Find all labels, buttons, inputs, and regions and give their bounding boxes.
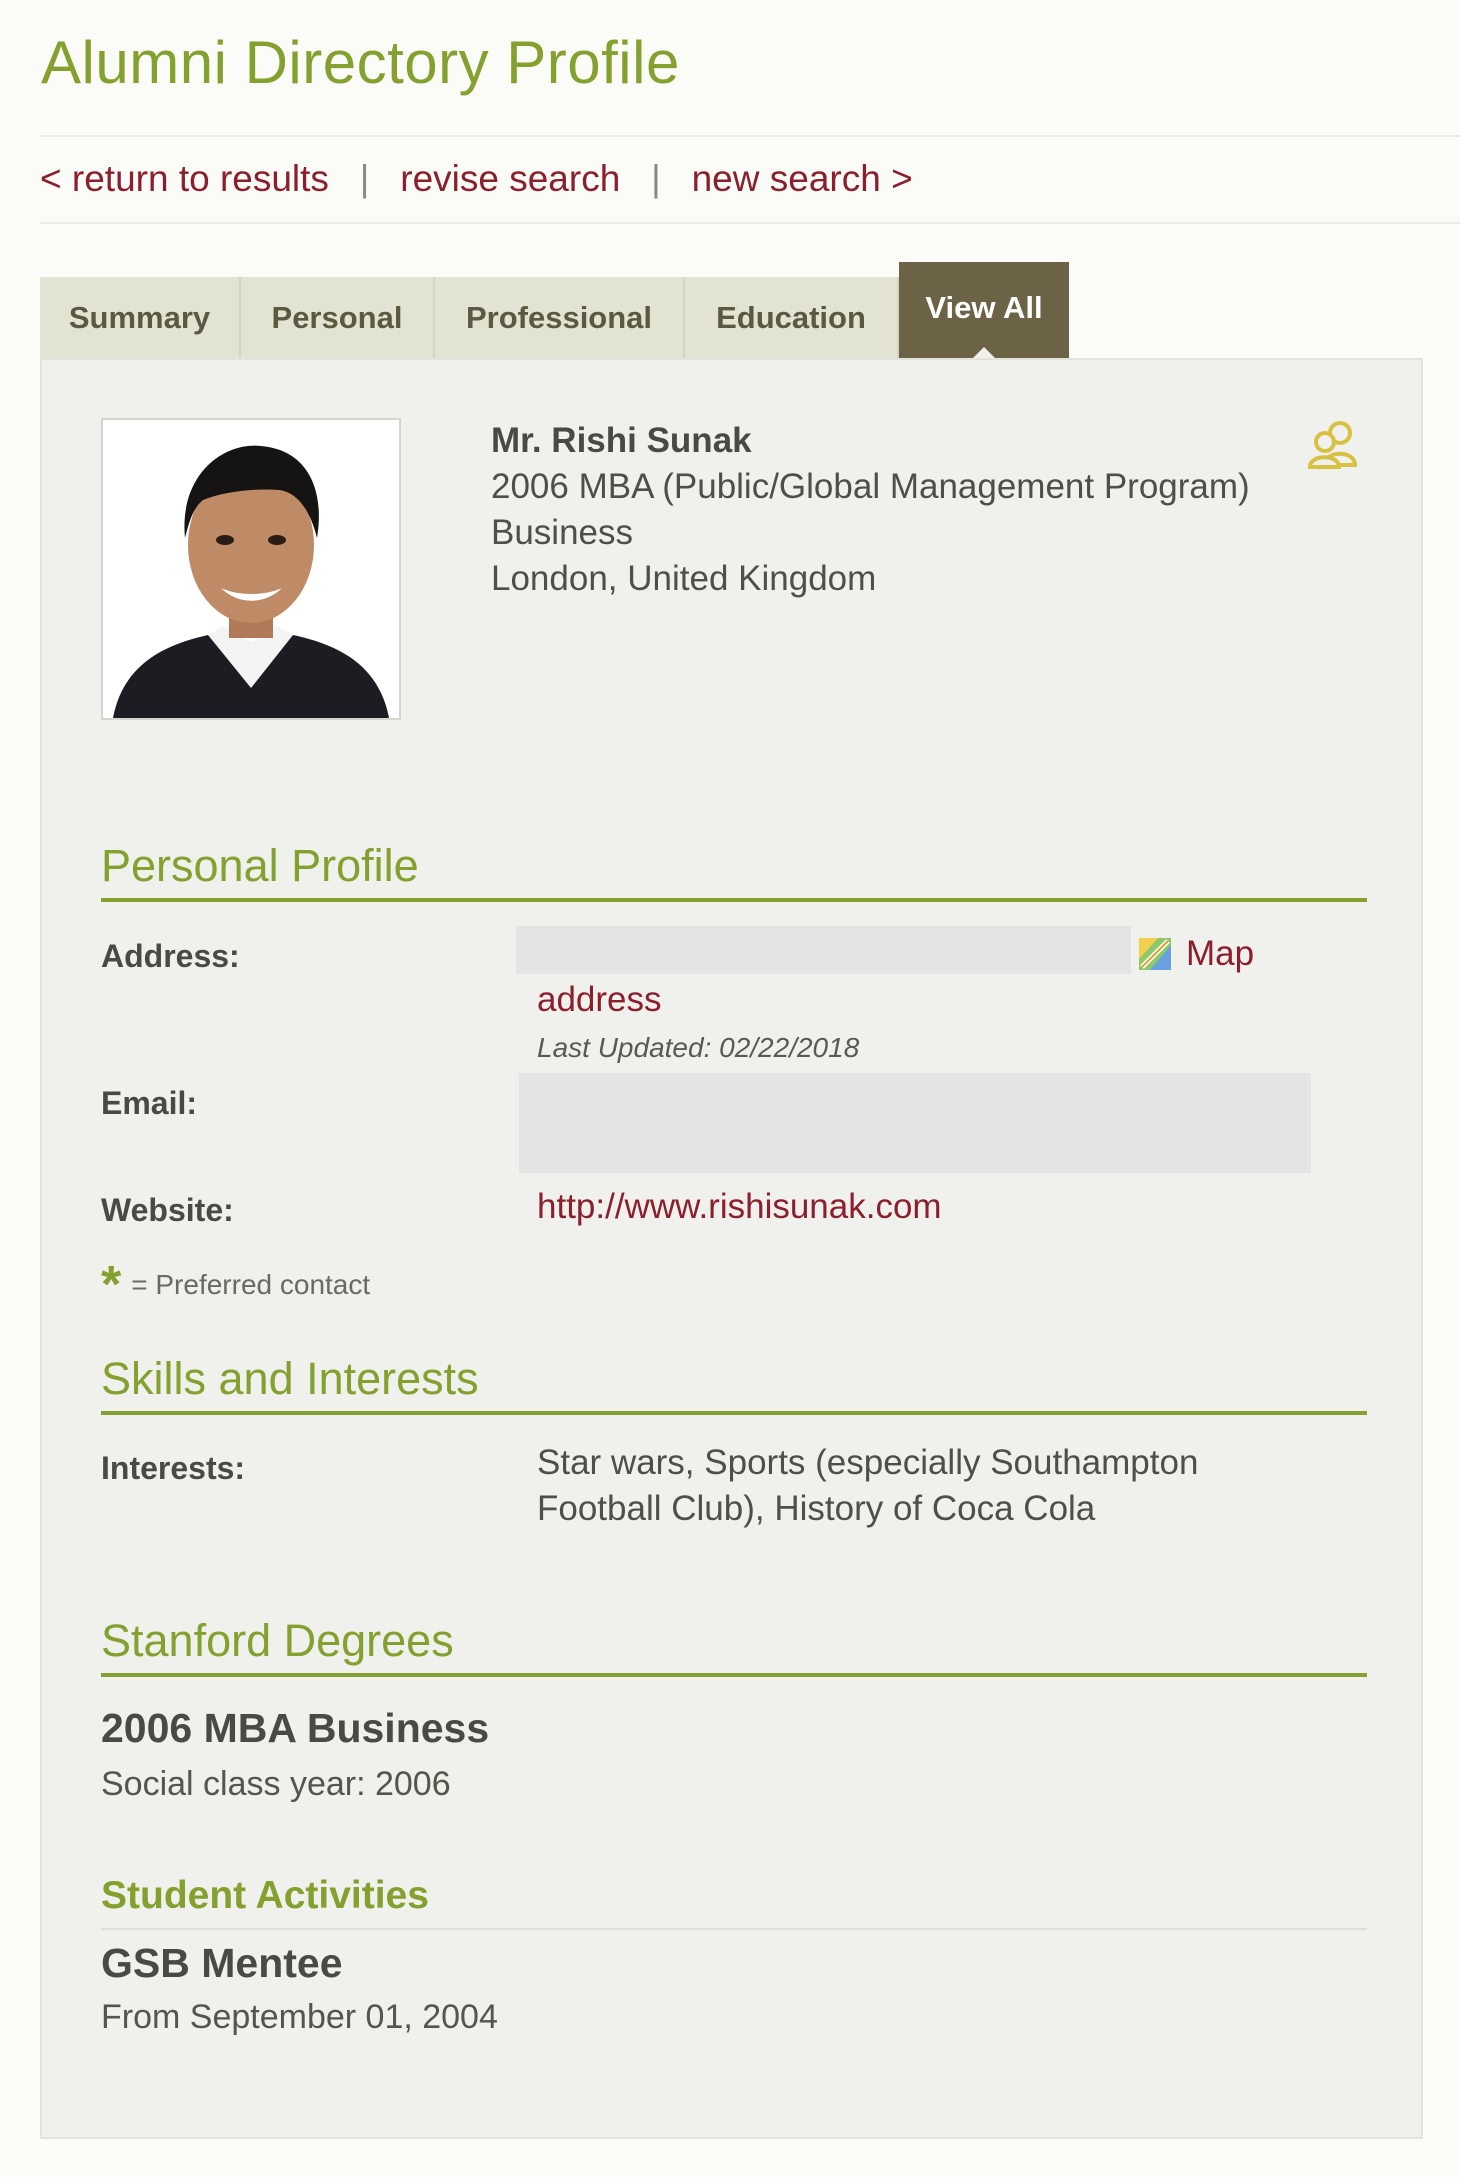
map-icon	[1138, 937, 1172, 971]
interests-label: Interests:	[101, 1450, 246, 1486]
section-divider	[101, 898, 1367, 902]
group-icon[interactable]	[1307, 420, 1361, 475]
tab-view-all-label: View All	[925, 290, 1043, 325]
activity-date: From September 01, 2004	[101, 1998, 498, 2036]
activity-title: GSB Mentee	[101, 1940, 343, 1986]
page-title: Alumni Directory Profile	[41, 29, 680, 96]
degree-title: 2006 MBA Business	[101, 1705, 490, 1751]
nav-separator: |	[651, 158, 661, 199]
preferred-star-icon: *	[101, 1256, 122, 1314]
return-to-results-link[interactable]: < return to results	[40, 158, 329, 199]
website-link[interactable]: http://www.rishisunak.com	[537, 1187, 942, 1226]
tab-summary[interactable]: Summary	[40, 277, 241, 359]
email-label: Email:	[101, 1085, 198, 1121]
breadcrumb-nav	[40, 158, 913, 200]
tab-view-all[interactable]	[899, 262, 1069, 359]
personal-profile-heading: Personal Profile	[101, 840, 419, 891]
profile-panel	[40, 358, 1423, 2139]
activities-heading: Student Activities	[101, 1874, 429, 1917]
address-label: Address:	[101, 938, 240, 974]
profile-industry: Business	[491, 513, 634, 552]
title-divider	[40, 135, 1460, 137]
tab-education[interactable]: Education	[685, 277, 899, 359]
email-redacted	[519, 1073, 1311, 1173]
last-updated: Last Updated: 02/22/2018	[537, 1032, 860, 1063]
tab-professional[interactable]: Professional	[435, 277, 685, 359]
preferred-contact-text: = Preferred contact	[131, 1269, 371, 1300]
interests-value	[537, 1440, 1198, 1532]
section-divider	[101, 1928, 1367, 1930]
section-divider	[101, 1411, 1367, 1415]
interests-line: Star wars, Sports (especially Southampton	[537, 1443, 1199, 1482]
map-link[interactable]	[1138, 934, 1254, 974]
skills-heading: Skills and Interests	[101, 1353, 479, 1404]
nav-separator: |	[359, 158, 370, 199]
website-label: Website:	[101, 1192, 234, 1228]
profile-identity	[491, 418, 1250, 602]
tab-personal[interactable]: Personal	[241, 277, 435, 359]
nav-divider	[40, 222, 1460, 224]
person-portrait-icon	[103, 420, 399, 718]
class-year: Social class year: 2006	[101, 1765, 451, 1803]
section-divider	[101, 1673, 1367, 1677]
address-link[interactable]: address	[537, 980, 662, 1019]
profile-name: Mr. Rishi Sunak	[491, 421, 752, 460]
preferred-contact-note	[101, 1256, 371, 1314]
map-link-label: Map	[1186, 934, 1255, 973]
profile-degree: 2006 MBA (Public/Global Management Program)	[491, 467, 1250, 506]
profile-photo	[101, 418, 401, 720]
new-search-link[interactable]: new search >	[691, 158, 913, 199]
interests-line: Football Club), History of Coca Cola	[537, 1489, 1096, 1528]
revise-search-link[interactable]: revise search	[400, 158, 621, 199]
profile-location: London, United Kingdom	[491, 559, 877, 598]
degrees-heading: Stanford Degrees	[101, 1615, 454, 1666]
address-redacted	[516, 926, 1131, 974]
